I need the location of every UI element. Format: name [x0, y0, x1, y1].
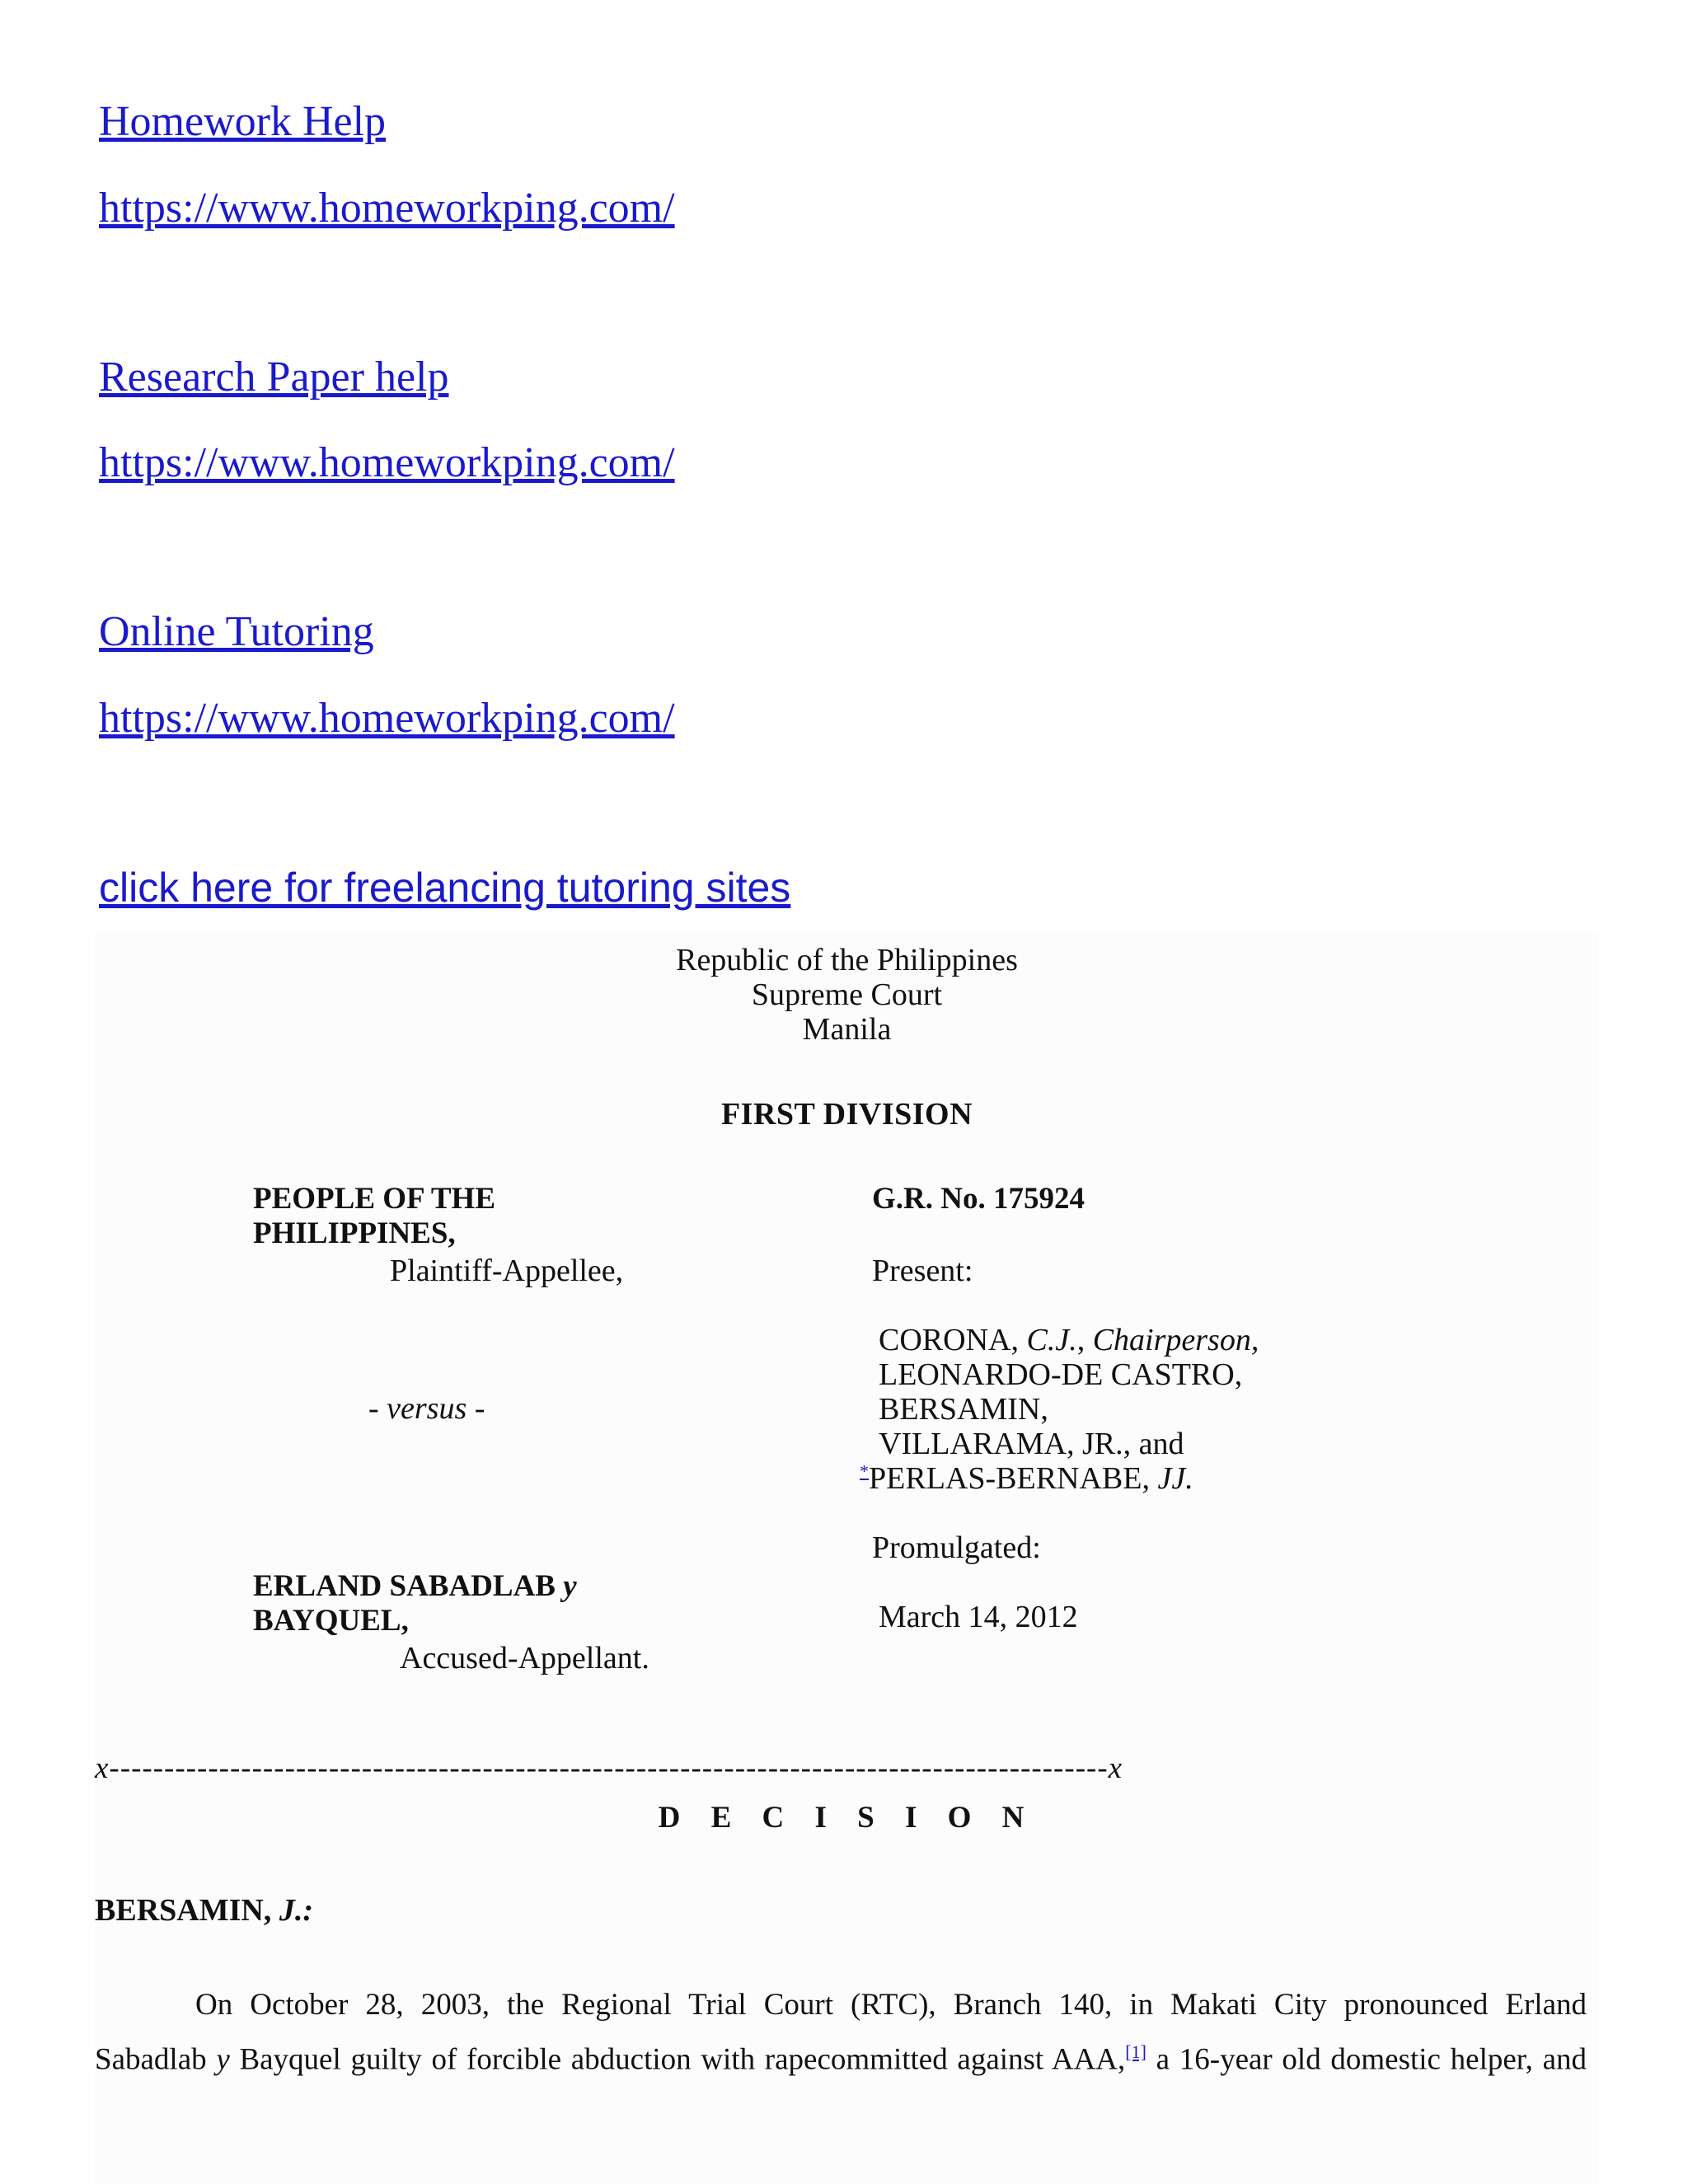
homework-help-link[interactable]: Homework Help	[99, 98, 387, 145]
accused-name-line2: BAYQUEL,	[253, 1604, 409, 1638]
body-line-2: Sabadlab y Bayquel guilty of forcible abduction with rapecommitted against AAA,[1] a 16-year old domestic helper, and	[95, 2041, 1587, 2077]
freelancing-tutoring-sites-link[interactable]: click here for freelancing tutoring sites	[99, 865, 791, 911]
plaintiff-name-line1: PEOPLE OF THE	[253, 1182, 495, 1216]
decision-body-paragraph	[95, 1981, 1587, 2083]
footnote-link-1[interactable]: [1]	[1125, 2041, 1146, 2062]
versus-label: - versus -	[368, 1391, 485, 1426]
promulgated-date: March 14, 2012	[879, 1600, 1078, 1634]
body-line-1: On October 28, 2003, the Regional Trial Court (RTC), Branch 140, in Makati City pronounced Erland	[195, 1988, 1587, 2022]
ponente: BERSAMIN, J.:	[95, 1893, 313, 1928]
footnote-marker-star[interactable]: *	[860, 1460, 869, 1482]
justice-leonardo-de-castro: LEONARDO-DE CASTRO,	[879, 1357, 1243, 1392]
research-paper-help-link[interactable]: Research Paper help	[99, 354, 449, 401]
online-tutoring-link[interactable]: Online Tutoring	[99, 608, 374, 655]
homework-url-link-1[interactable]: https://www.homeworkping.com/	[99, 185, 675, 232]
present-label: Present:	[872, 1254, 973, 1288]
decision-document	[95, 933, 1599, 2184]
division-title: FIRST DIVISION	[720, 1097, 973, 1132]
promulgated-label: Promulgated:	[872, 1530, 1041, 1565]
justice-bersamin: BERSAMIN,	[879, 1392, 1048, 1427]
homework-url-link-3[interactable]: https://www.homeworkping.com/	[99, 695, 675, 742]
header-manila: Manila	[802, 1012, 892, 1047]
justice-perlas-bernabe: *PERLAS-BERNABE, JJ.	[860, 1460, 1193, 1496]
plaintiff-name-line2: PHILIPPINES,	[253, 1216, 456, 1250]
accused-name-line1: ERLAND SABADLAB y	[253, 1569, 577, 1603]
caption-separator: x-------------------------------------------------------------------------------------------x	[95, 1751, 1123, 1785]
header-republic: Republic of the Philippines	[676, 943, 1018, 977]
gr-number: G.R. No. 175924	[872, 1182, 1085, 1216]
accused-role: Accused-Appellant.	[400, 1641, 649, 1675]
justice-corona: CORONA, C.J., Chairperson,	[879, 1323, 1259, 1357]
homework-url-link-2[interactable]: https://www.homeworkping.com/	[99, 439, 675, 486]
header-supreme-court: Supreme Court	[751, 977, 943, 1012]
justice-villarama: VILLARAMA, JR., and	[879, 1427, 1184, 1461]
plaintiff-role: Plaintiff-Appellee,	[390, 1254, 624, 1288]
decision-title: D E C I S I O N	[658, 1801, 1036, 1835]
